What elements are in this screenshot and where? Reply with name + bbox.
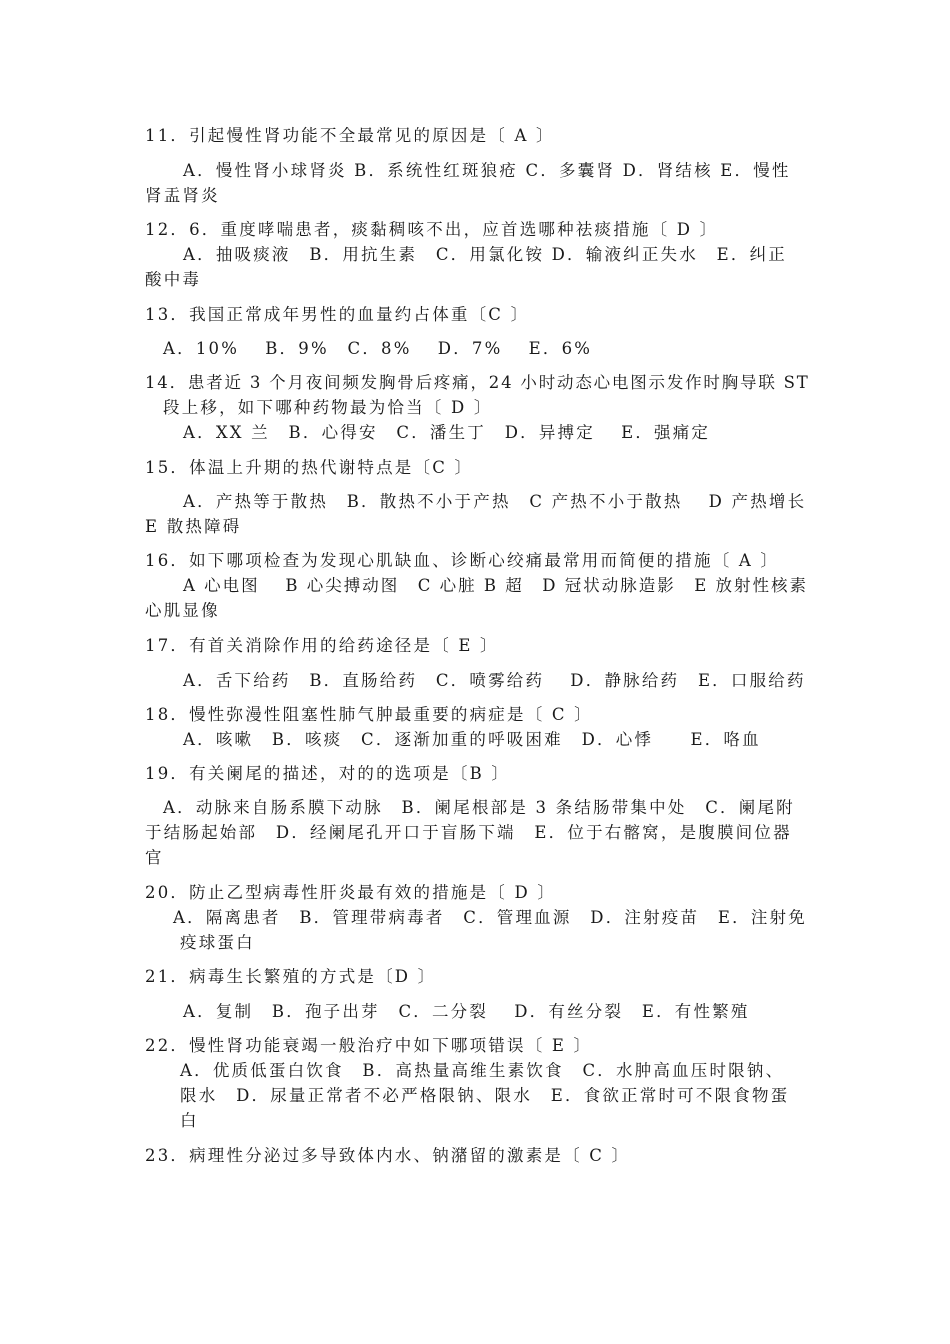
question-11-options-line-2: 肾盂肾炎	[145, 186, 220, 205]
question-21: 21．病毒生长繁殖的方式是〔D 〕	[145, 967, 437, 986]
question-13: 13．我国正常成年男性的血量约占体重〔C 〕	[145, 305, 530, 324]
question-18: 18．慢性弥漫性阻塞性肺气肿最重要的病症是〔 C 〕	[145, 705, 593, 724]
question-11-options-line-1: A．慢性肾小球肾炎 B．系统性红斑狼疮 C．多囊肾 D．肾结核 E．慢性	[183, 161, 791, 180]
question-19-options-line-3: 官	[145, 848, 164, 867]
question-16: 16．如下哪项检查为发现心肌缺血、诊断心绞痛最常用而简便的措施〔 A 〕	[145, 551, 780, 570]
question-12-options-line-1: A．抽吸痰液 B．用抗生素 C．用氯化铵 D．输液纠正失水 E．纠正	[183, 245, 787, 264]
question-18-options-line-1: A．咳嗽 B．咳痰 C．逐渐加重的呼吸困难 D．心悸 E．咯血	[183, 730, 761, 749]
question-12: 12．6．重度哮喘患者，痰黏稠咳不出，应首选哪种祛痰措施〔 D 〕	[145, 220, 719, 239]
question-17: 17．有首关消除作用的给药途径是〔 E 〕	[145, 636, 499, 655]
question-15-options-line-2: E 散热障碍	[145, 517, 242, 536]
question-14-options-line-1: A．XX 兰 B．心得安 C．潘生丁 D．异搏定 E．强痛定	[183, 423, 711, 442]
question-12-options-line-2: 酸中毒	[145, 270, 202, 289]
question-20-options-line-1: A．隔离患者 B．管理带病毒者 C．管理血源 D．注射疫苗 E．注射免	[173, 908, 807, 927]
question-20: 20．防止乙型病毒性肝炎最有效的措施是〔 D 〕	[145, 883, 557, 902]
question-17-options-line-1: A．舌下给药 B．直肠给药 C．喷雾给药 D．静脉给药 E．口服给药	[183, 671, 806, 690]
question-22-options-line-1: A．优质低蛋白饮食 B．高热量高维生素饮食 C．水肿高血压时限钠、	[180, 1061, 785, 1080]
question-20-options-line-2: 疫球蛋白	[180, 933, 255, 952]
question-22-options-line-3: 白	[180, 1111, 199, 1130]
question-22: 22．慢性肾功能衰竭一般治疗中如下哪项错误〔 E 〕	[145, 1036, 593, 1055]
question-14-line-1: 14．患者近 3 个月夜间频发胸骨后疼痛，24 小时动态心电图示发作时胸导联 ST	[145, 373, 810, 392]
question-16-options-line-2: 心肌显像	[145, 601, 220, 620]
question-11: 11．引起慢性肾功能不全最常见的原因是〔 A 〕	[145, 126, 555, 145]
question-15-options-line-1: A．产热等于散热 B．散热不小于产热 C 产热不小于散热 D 产热增长	[183, 492, 807, 511]
question-16-options-line-1: A 心电图 B 心尖搏动图 C 心脏 B 超 D 冠状动脉造影 E 放射性核素	[183, 576, 809, 595]
question-14-line-2: 段上移，如下哪种药物最为恰当〔 D 〕	[163, 398, 493, 417]
question-15: 15．体温上升期的热代谢特点是〔C 〕	[145, 458, 474, 477]
question-23: 23．病理性分泌过多导致体内水、钠潴留的激素是〔 C 〕	[145, 1146, 631, 1165]
question-19: 19．有关阑尾的描述，对的的选项是〔B 〕	[145, 764, 511, 783]
question-19-options-line-2: 于结肠起始部 D．经阑尾孔开口于盲肠下端 E．位于右髂窝，是腹膜间位器	[145, 823, 792, 842]
question-13-options-line-1: A．10% B．9% C．8% D．7% E．6%	[163, 339, 593, 358]
question-21-options-line-1: A．复制 B．孢子出芽 C．二分裂 D．有丝分裂 E．有性繁殖	[183, 1002, 750, 1021]
question-22-options-line-2: 限水 D．尿量正常者不必严格限钠、限水 E．食欲正常时可不限食物蛋	[180, 1086, 790, 1105]
question-19-options-line-1: A．动脉来自肠系膜下动脉 B．阑尾根部是 3 条结肠带集中处 C．阑尾附	[163, 798, 795, 817]
